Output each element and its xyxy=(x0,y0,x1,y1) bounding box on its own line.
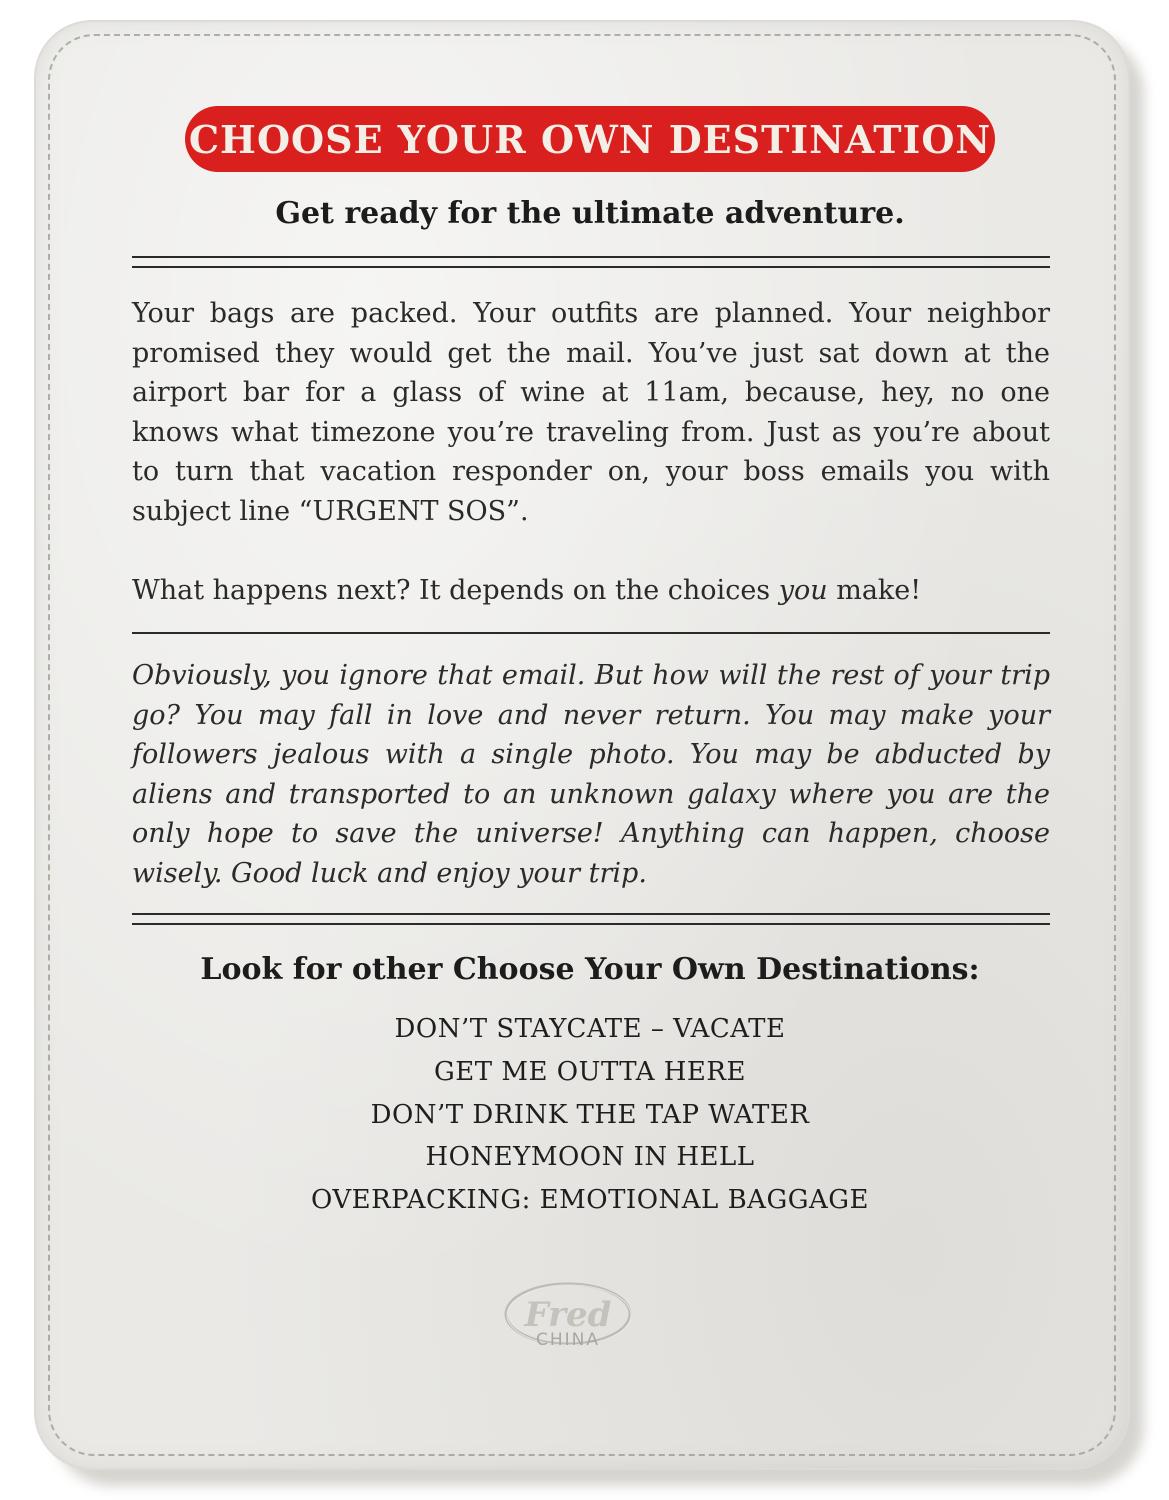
list-item: GET ME OUTTA HERE xyxy=(434,1056,746,1087)
double-rule-top-2 xyxy=(132,266,1050,268)
origin-stamp: CHINA xyxy=(535,1330,600,1350)
single-rule xyxy=(132,632,1050,634)
question-after: make! xyxy=(827,575,922,606)
title-banner xyxy=(185,106,995,172)
question-line xyxy=(132,571,1050,611)
double-rule-bottom-2 xyxy=(132,923,1050,925)
list-item: DON’T STAYCATE – VACATE xyxy=(394,1014,786,1044)
italic-paragraph: Obviously, you ignore that email. But how will the rest of your trip go? You may fall in love and never return. You may make your followers jealous with a single photo. You may be abducted by aliens and transported to an unknown galaxy where you are the only hope to save the universe! Anything can happen, choose wisely. Good luck and enjoy your trip. xyxy=(132,660,1050,889)
list-item: DON’T DRINK THE TAP WATER xyxy=(370,1099,810,1130)
question-before: What happens next? It depends on the choices xyxy=(132,575,779,606)
passport-cover xyxy=(34,20,1130,1470)
subtitle: Get ready for the ultimate adventure. xyxy=(275,196,905,231)
other-titles-heading: Look for other Choose Your Own Destinations: xyxy=(200,952,980,987)
intro-paragraph: Your bags are packed. Your outfits are planned. Your neighbor promised they would get the mail. You’ve just sat down at the airport bar for a glass of wine at 11am, because, hey, no one knows what timezone you’re traveling from. Just as you’re about to turn that vacation responder on, your boss emails you with subject line “URGENT SOS”. xyxy=(132,298,1050,527)
list-item: HONEYMOON IN HELL xyxy=(425,1142,755,1173)
question-emphasis: you xyxy=(778,575,828,606)
brand-logo-text: Fred xyxy=(524,1295,612,1335)
list-item: OVERPACKING: EMOTIONAL BAGGAGE xyxy=(310,1185,870,1216)
banner-title: CHOOSE YOUR OWN DESTINATION xyxy=(188,116,992,162)
double-rule-bottom-1 xyxy=(132,913,1050,915)
double-rule-top-1 xyxy=(132,256,1050,258)
other-titles-list xyxy=(130,1008,1050,1222)
